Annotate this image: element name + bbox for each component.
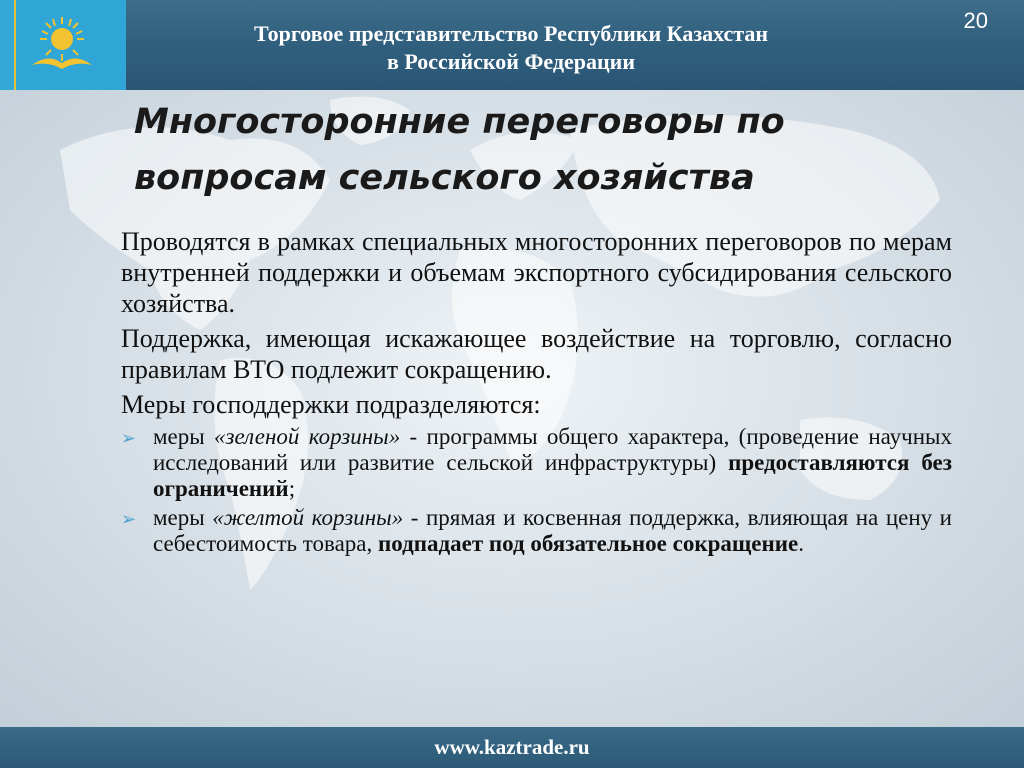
footer-bar [0, 727, 1024, 768]
slide-title-line-1: Многосторонние переговоры по [134, 102, 785, 142]
slide-title [134, 94, 894, 206]
bullet-text-plain: - прямая и косвенная поддержка, влияющая на цену и себестоимость товара, [153, 505, 952, 556]
slide-content [121, 226, 952, 557]
bullet-text-plain: меры [153, 505, 213, 530]
bullet-text-bold: предоставляются без ограничений [153, 450, 952, 501]
page-number: 20 [963, 8, 988, 33]
list-item [121, 505, 952, 557]
paragraph: Меры господдержки подразделяются: [121, 390, 541, 419]
bullet-text-plain: . [798, 531, 804, 556]
kazakhstan-flag-icon [0, 0, 126, 90]
header-title [176, 20, 846, 76]
footer-url-link[interactable]: www.kaztrade.ru [434, 735, 590, 759]
header-bar [0, 0, 1024, 90]
bullet-text-plain: - программы общего характера, (проведение научных исследований или развитие сельской инфраструктуры) [153, 424, 953, 475]
sun-eagle-emblem-icon [24, 9, 100, 81]
bullet-text [153, 424, 952, 502]
list-item [121, 424, 952, 502]
bullet-text-plain: меры [153, 424, 215, 449]
header-title-line-1: Торговое представительство Республики Казахстан [253, 21, 769, 46]
arrow-bullet-icon: ➢ [121, 428, 137, 448]
slide-title-line-2: вопросам сельского хозяйства [134, 158, 755, 198]
bullet-text-bold: подпадает под обязательное сокращение [378, 531, 799, 556]
arrow-bullet-icon: ➢ [121, 509, 137, 529]
flag-ornament [0, 0, 16, 90]
bullet-text-italic: «зеленой корзины» [214, 424, 401, 449]
paragraph: Проводятся в рамках специальных многосторонних переговоров по мерам внутренней поддержки и объемам экспортного субсидирования сельского хозяйства. [121, 227, 952, 318]
bullet-text-plain: ; [288, 476, 296, 501]
bullet-text [153, 505, 952, 557]
paragraph: Поддержка, имеющая искажающее воздействие на торговлю, согласно правилам ВТО подлежит сокращению. [121, 324, 952, 384]
bullet-text-italic: «желтой корзины» [212, 505, 404, 530]
header-title-line-2: в Российской Федерации [386, 49, 635, 74]
